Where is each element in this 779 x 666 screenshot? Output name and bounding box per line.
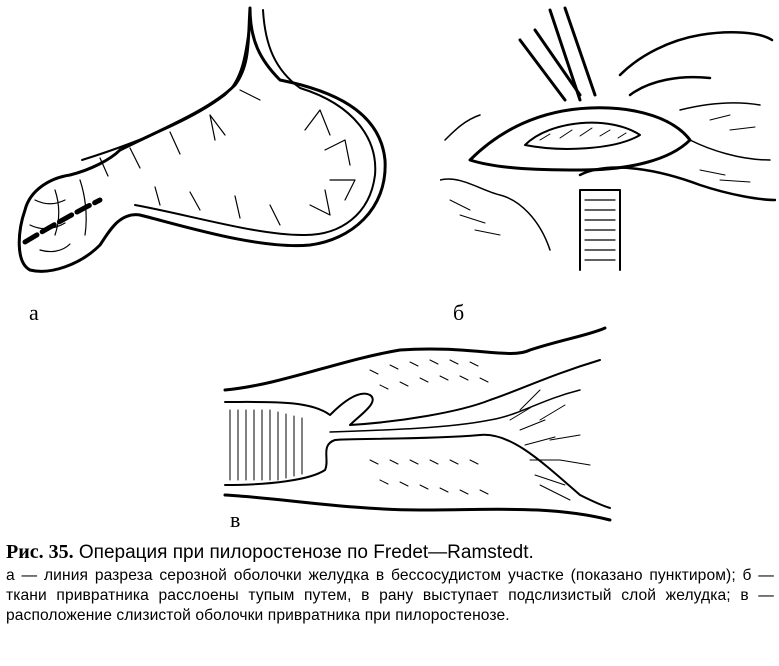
pylorus-section-illustration xyxy=(220,320,620,530)
figure-panel-a xyxy=(10,0,390,325)
panel-label-a: а xyxy=(29,300,39,325)
stomach-illustration xyxy=(10,0,390,285)
panel-label-b: б xyxy=(453,300,465,325)
figure-panel-v xyxy=(220,320,620,530)
surgical-field-illustration xyxy=(440,0,776,285)
caption-title-line xyxy=(6,541,774,564)
caption-title: Операция при пилоростенозе по Fredet—Ramstedt. xyxy=(78,542,534,563)
caption-body: а — линия разреза серозной оболочки желудка в бессосудистом участке (показано пунктиром); б — ткани привратника расслоены тупым путем, в рану выступает подслизистый слой желудка; в — расположение слизистой оболочки привратника при пилоростенозе. xyxy=(6,567,774,624)
caption-number: Рис. 35. xyxy=(6,541,74,563)
figure-caption xyxy=(6,541,774,626)
figure-panel-b xyxy=(440,0,776,325)
panel-label-v: в xyxy=(230,507,241,532)
